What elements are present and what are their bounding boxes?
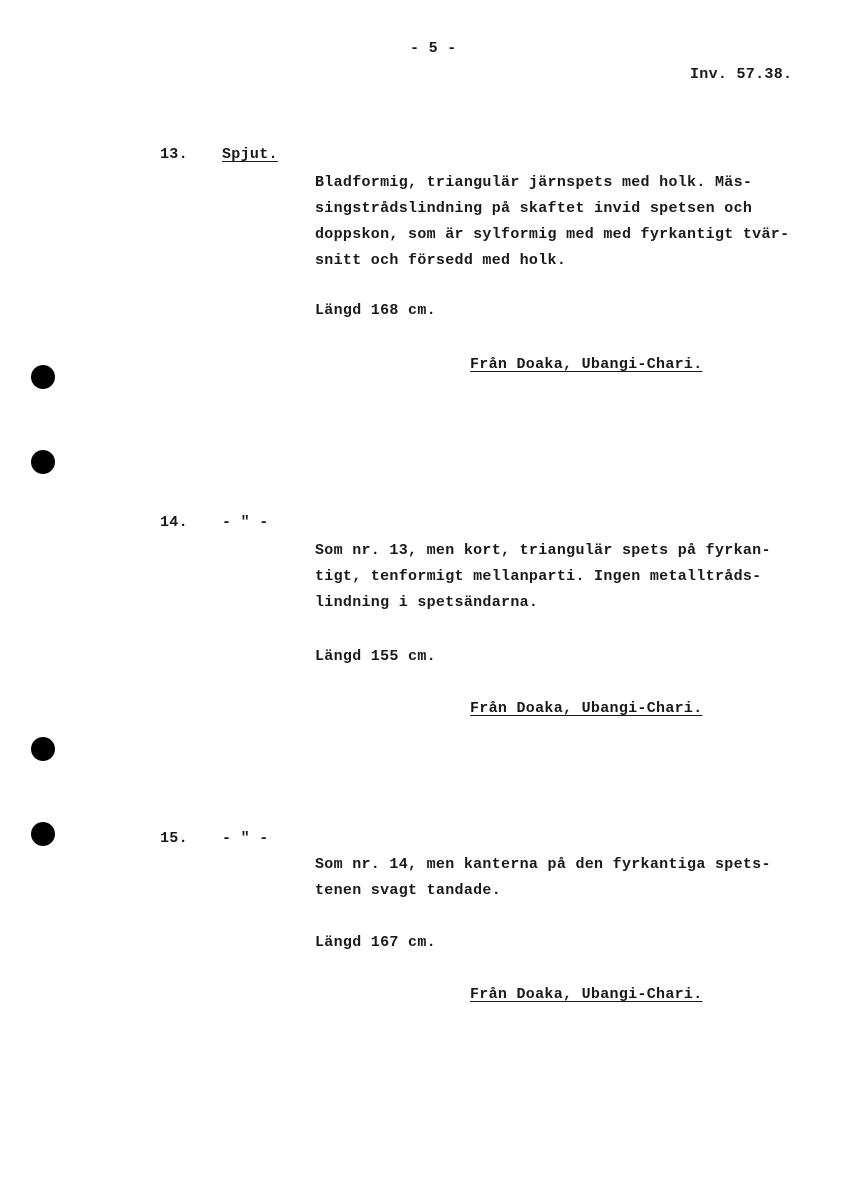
description-line: doppskon, som är sylformig med med fyrkantigt tvär- bbox=[315, 226, 790, 243]
description-line: snitt och försedd med holk. bbox=[315, 252, 567, 269]
description-line: tenen svagt tandade. bbox=[315, 882, 502, 899]
entry-origin: Från Doaka, Ubangi-Chari. bbox=[470, 356, 703, 373]
inventory-number: Inv. 57.38. bbox=[690, 66, 793, 83]
description-line: Bladformig, triangulär järnspets med holk. Mäs- bbox=[315, 174, 753, 191]
description-line: Som nr. 14, men kanterna på den fyrkantiga spets- bbox=[315, 856, 771, 873]
description-line: lindning i spetsändarna. bbox=[315, 594, 539, 611]
entry-length: Längd 155 cm. bbox=[315, 648, 436, 665]
entry-title: Spjut. bbox=[222, 146, 278, 163]
entry-number: 14. bbox=[160, 514, 188, 531]
page-number: - 5 - bbox=[410, 40, 457, 57]
entry-description bbox=[315, 170, 845, 274]
description-line: Som nr. 13, men kort, triangulär spets på fyrkan- bbox=[315, 542, 771, 559]
description-line: tigt, tenformigt mellanparti. Ingen metalltråds- bbox=[315, 568, 762, 585]
punch-hole bbox=[31, 450, 55, 474]
entry-title: - " - bbox=[222, 514, 269, 531]
entry-origin: Från Doaka, Ubangi-Chari. bbox=[470, 986, 703, 1003]
entry-title: - " - bbox=[222, 830, 269, 847]
punch-hole bbox=[31, 737, 55, 761]
entry-length: Längd 168 cm. bbox=[315, 302, 436, 319]
description-line: singstrådslindning på skaftet invid spetsen och bbox=[315, 200, 753, 217]
punch-hole bbox=[31, 822, 55, 846]
punch-hole bbox=[31, 365, 55, 389]
entry-length: Längd 167 cm. bbox=[315, 934, 436, 951]
entry-origin: Från Doaka, Ubangi-Chari. bbox=[470, 700, 703, 717]
entry-description bbox=[315, 852, 845, 904]
entry-number: 15. bbox=[160, 830, 188, 847]
entry-description bbox=[315, 538, 845, 616]
entry-number: 13. bbox=[160, 146, 188, 163]
